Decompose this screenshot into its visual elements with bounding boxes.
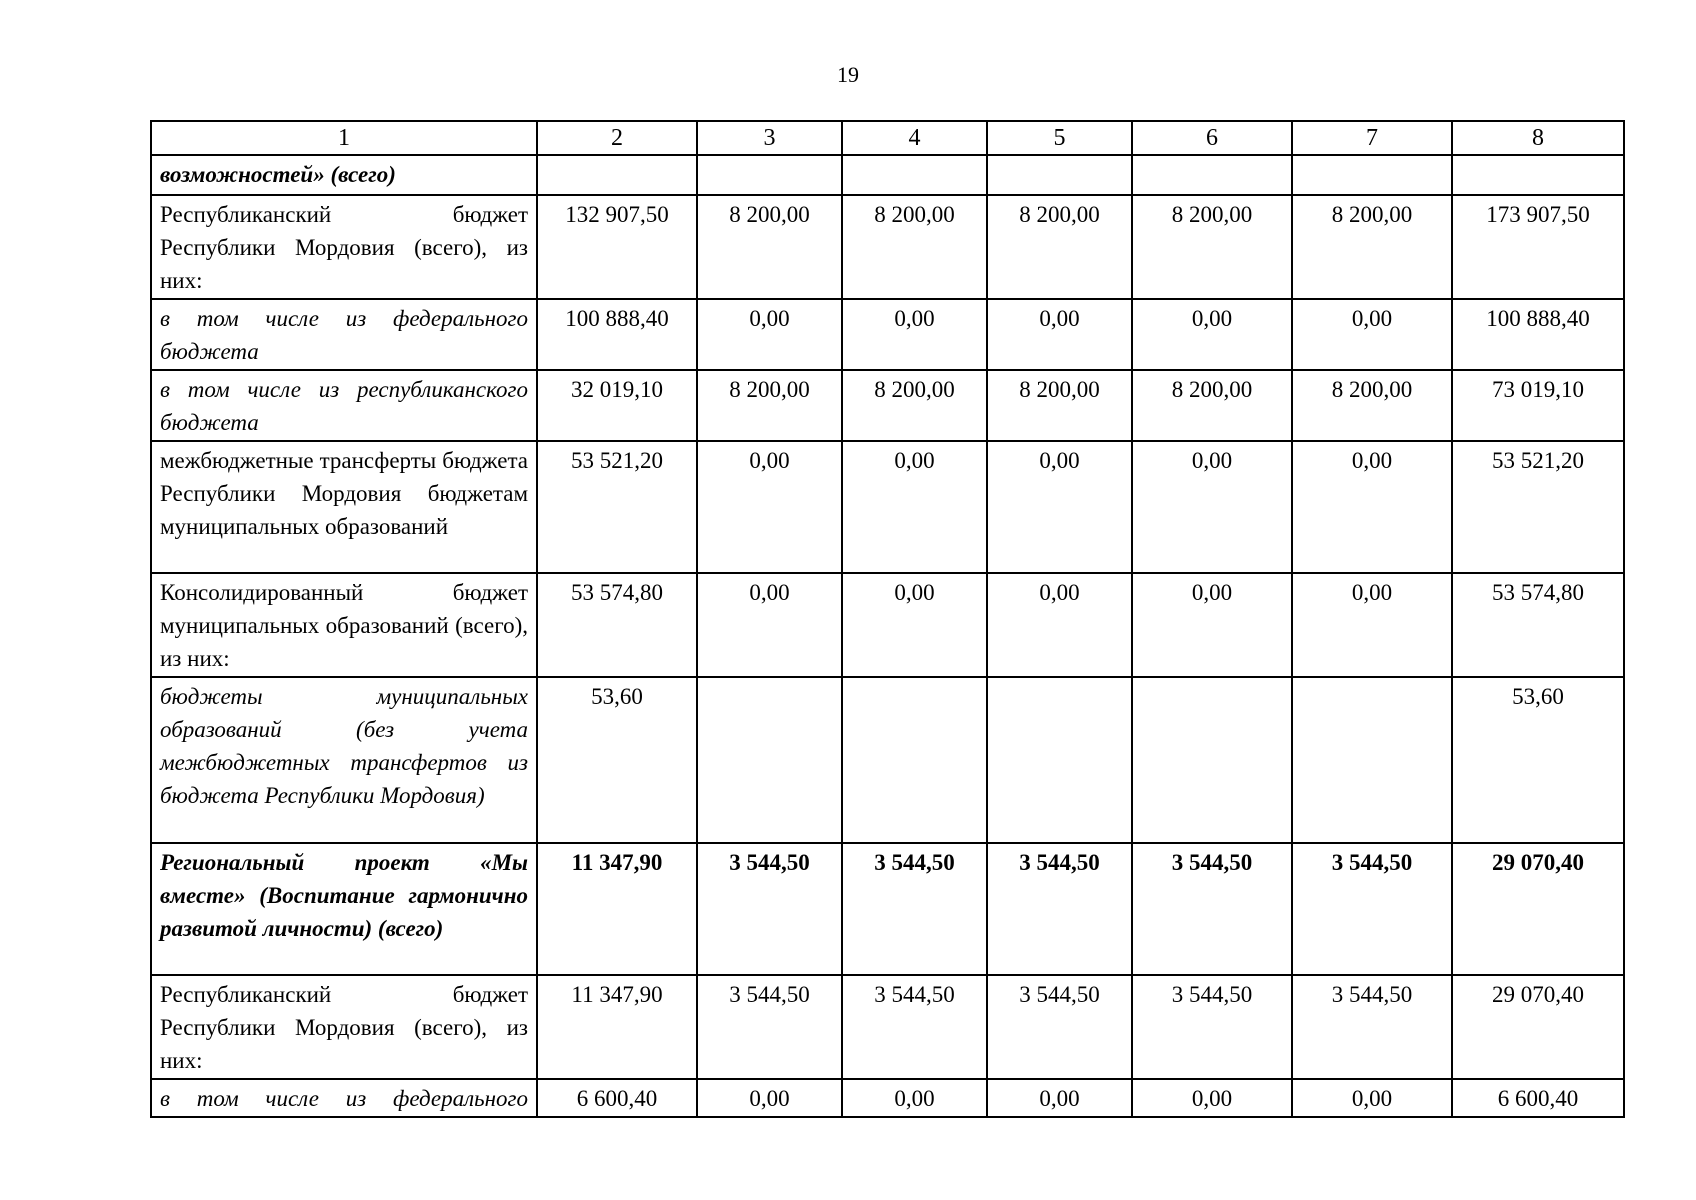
value-cell: 6 600,40: [537, 1079, 697, 1117]
value-cell: 0,00: [1132, 1079, 1292, 1117]
value-cell: 3 544,50: [1292, 975, 1452, 1079]
row-label: бюджеты муниципальных образований (без учета межбюджетных трансфертов из бюджета Республики Мордовия): [151, 677, 537, 843]
value-cell: 53,60: [537, 677, 697, 843]
value-cell: 0,00: [1292, 1079, 1452, 1117]
value-cell: 53,60: [1452, 677, 1624, 843]
value-cell: 6 600,40: [1452, 1079, 1624, 1117]
value-cell: [697, 677, 842, 843]
value-cell: 8 200,00: [697, 370, 842, 441]
column-header: 8: [1452, 121, 1624, 155]
table-row: [151, 195, 1624, 299]
table-row: [151, 573, 1624, 677]
table-header-row: [151, 121, 1624, 155]
budget-table: [150, 120, 1625, 1118]
value-cell: [987, 677, 1132, 843]
value-cell: 53 574,80: [537, 573, 697, 677]
value-cell: [1132, 677, 1292, 843]
value-cell: 0,00: [842, 441, 987, 573]
column-header: 3: [697, 121, 842, 155]
value-cell: 3 544,50: [987, 975, 1132, 1079]
value-cell: 73 019,10: [1452, 370, 1624, 441]
column-header: 4: [842, 121, 987, 155]
value-cell: [697, 155, 842, 195]
value-cell: [1292, 677, 1452, 843]
row-label: межбюджетные трансферты бюджета Республики Мордовия бюджетам муниципальных образований: [151, 441, 537, 573]
column-header: 1: [151, 121, 537, 155]
value-cell: 3 544,50: [1292, 843, 1452, 975]
value-cell: 3 544,50: [842, 843, 987, 975]
value-cell: 0,00: [987, 299, 1132, 370]
value-cell: 100 888,40: [1452, 299, 1624, 370]
value-cell: 0,00: [842, 573, 987, 677]
row-label: Республиканский бюджет Республики Мордовия (всего), из них:: [151, 975, 537, 1079]
column-header: 6: [1132, 121, 1292, 155]
value-cell: 53 521,20: [537, 441, 697, 573]
value-cell: 173 907,50: [1452, 195, 1624, 299]
value-cell: 0,00: [1292, 573, 1452, 677]
value-cell: 8 200,00: [697, 195, 842, 299]
value-cell: 0,00: [987, 441, 1132, 573]
value-cell: 0,00: [1292, 441, 1452, 573]
column-header: 7: [1292, 121, 1452, 155]
value-cell: 0,00: [842, 299, 987, 370]
page-number: 19: [837, 62, 859, 87]
value-cell: [842, 155, 987, 195]
value-cell: 0,00: [1132, 573, 1292, 677]
table-row: [151, 370, 1624, 441]
table-row: [151, 155, 1624, 195]
value-cell: 3 544,50: [987, 843, 1132, 975]
value-cell: 3 544,50: [697, 843, 842, 975]
value-cell: 8 200,00: [987, 195, 1132, 299]
value-cell: [1132, 155, 1292, 195]
table-row: [151, 299, 1624, 370]
value-cell: 3 544,50: [1132, 975, 1292, 1079]
value-cell: 3 544,50: [697, 975, 842, 1079]
row-label: Республиканский бюджет Республики Мордовия (всего), из них:: [151, 195, 537, 299]
column-header: 5: [987, 121, 1132, 155]
value-cell: 8 200,00: [842, 370, 987, 441]
row-label: в том числе из республиканского бюджета: [151, 370, 537, 441]
value-cell: 29 070,40: [1452, 975, 1624, 1079]
row-label: Консолидированный бюджет муниципальных образований (всего), из них:: [151, 573, 537, 677]
value-cell: 0,00: [697, 1079, 842, 1117]
value-cell: 0,00: [1292, 299, 1452, 370]
value-cell: 100 888,40: [537, 299, 697, 370]
value-cell: [537, 155, 697, 195]
value-cell: 0,00: [697, 573, 842, 677]
value-cell: 8 200,00: [1132, 370, 1292, 441]
column-header: 2: [537, 121, 697, 155]
value-cell: 8 200,00: [842, 195, 987, 299]
table-row: [151, 1079, 1624, 1117]
row-label: возможностей» (всего): [151, 155, 537, 195]
value-cell: 8 200,00: [987, 370, 1132, 441]
table-row: [151, 843, 1624, 975]
row-label: в том числе из федерального бюджета: [151, 299, 537, 370]
value-cell: 0,00: [842, 1079, 987, 1117]
value-cell: 0,00: [1132, 299, 1292, 370]
value-cell: 0,00: [1132, 441, 1292, 573]
value-cell: 11 347,90: [537, 843, 697, 975]
value-cell: 0,00: [987, 1079, 1132, 1117]
value-cell: 3 544,50: [1132, 843, 1292, 975]
value-cell: 32 019,10: [537, 370, 697, 441]
value-cell: 0,00: [987, 573, 1132, 677]
value-cell: 0,00: [697, 441, 842, 573]
table-row: [151, 975, 1624, 1079]
value-cell: 3 544,50: [842, 975, 987, 1079]
value-cell: 8 200,00: [1292, 195, 1452, 299]
value-cell: [987, 155, 1132, 195]
value-cell: 11 347,90: [537, 975, 697, 1079]
value-cell: 8 200,00: [1292, 370, 1452, 441]
value-cell: 8 200,00: [1132, 195, 1292, 299]
value-cell: [842, 677, 987, 843]
value-cell: 53 521,20: [1452, 441, 1624, 573]
value-cell: 29 070,40: [1452, 843, 1624, 975]
value-cell: 132 907,50: [537, 195, 697, 299]
value-cell: 53 574,80: [1452, 573, 1624, 677]
row-label: Региональный проект «Мы вместе» (Воспитание гармонично развитой личности) (всего): [151, 843, 537, 975]
table-row: [151, 441, 1624, 573]
value-cell: [1452, 155, 1624, 195]
value-cell: [1292, 155, 1452, 195]
value-cell: 0,00: [697, 299, 842, 370]
table-row: [151, 677, 1624, 843]
row-label: в том числе из федерального: [151, 1079, 537, 1117]
